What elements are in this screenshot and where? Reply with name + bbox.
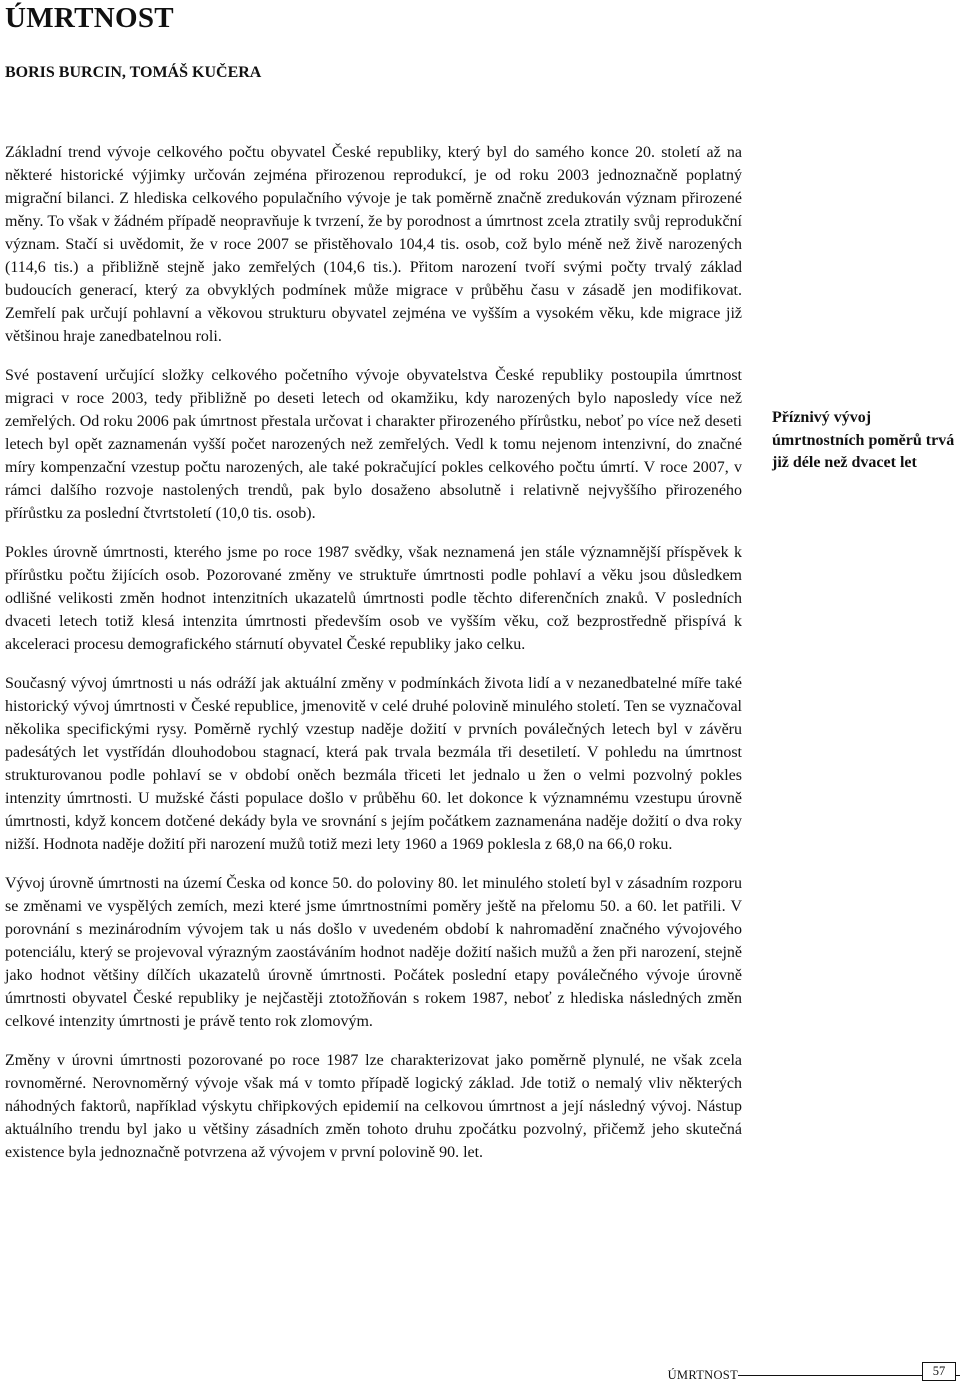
paragraph: Své postavení určující složky celkového početního vývoje obyvatelstva České republiky postoupila úmrtnost migraci v roce 2003, tedy přibližně po deseti letech od okamžiku, kdy narozených bylo naposledy více než zemřelých. Od roku 2006 pak úmrtnost přestala určovat i charakter přirozeného přírůstku, neboť po více než deseti letech byl opět zaznamenán vyšší počet narozených než zemřelých. Vedl k tomu nejenom intenzivní, do značné míry kompenzační vzestup počtu narozených, ale také pokračující pokles celkového počtu úmrtí. V roce 2007, v rámci dalšího rozvoje nastolených trendů, pak bylo dosaženo absolutně i relativně nejvyššího přirozeného přírůstku za poslední čtvrtstoletí (10,0 tis. osob). <box>5 367 742 522</box>
authors: BORIS BURCIN, TOMÁŠ KUČERA <box>5 64 262 81</box>
paragraph: Současný vývoj úmrtnosti u nás odráží jak aktuální změny v podmínkách života lidí a v nezanedbatelné míře také historický vývoj úmrtnosti v České republice, jmenovitě v celé druhé polovině minulého století. Ten se vyznačoval několika specifickými rysy. Poměrně rychlý vzestup naděje dožití v prvních poválečných letech byl v závěru padesátých let vystřídán dlouhodobou stagnací, která pak trvala bezmála tři desetiletí. V pohledu na úmrtnost strukturovanou podle pohlaví se v období oněch bezmála třiceti let jednalo u žen o velmi pozvolný pokles intenzity úmrtnosti. U mužské části populace došlo v průběhu 60. let dokonce k významnému vzestupu úrovně úmrtnosti, když koncem dotčené dekády byla ve srovnání s jejím počátkem zaznamenána naděje dožití o dva roky nižší. Hodnota naděje dožití při narození mužů totiž mezi lety 1960 a 1969 poklesla z 68,0 na 66,0 roku. <box>5 675 742 853</box>
footer-section-label: ÚMRTNOST <box>667 1368 738 1382</box>
paragraph: Vývoj úrovně úmrtnosti na území Česka od konce 50. do poloviny 80. let minulého století byl v zásadním rozporu se změnami ve vyspělých zemích, mezi které jsme úmrtnostními poměry ještě na přelomu 50. a 60. let patřili. V porovnání s mezinárodním vývojem tak u nás došlo v uvedeném období k nahromadění značného vývojového potenciálu, který se projevoval výrazným zaostáváním hodnot naděje dožití našich mužů a žen při narození, stejně jako hodnot většiny dílčích ukazatelů úrovně úmrtnosti. Počátek poslední etapy poválečného vývoje úrovně úmrtnosti obyvatel České republiky je nejčastěji ztotožňován s rokem 1987, neboť z hlediska následných změn celkové intenzity úmrtnosti je právě tento rok zlomovým. <box>5 875 742 1030</box>
page-number: 57 <box>922 1362 956 1381</box>
page-footer <box>0 1362 960 1387</box>
page-title: ÚMRTNOST <box>5 2 174 34</box>
paragraph: Pokles úrovně úmrtnosti, kterého jsme po roce 1987 svědky, však neznamená jen stále významnější příspěvek k přírůstku počtu žijících osob. Pozorované změny ve struktuře úmrtnosti podle pohlaví a věku jsou důsledkem odlišné velikosti změn hodnot intenzitních ukazatelů úmrtnosti podle těchto diferenčních znaků. V posledních dvaceti letech totiž klesá intenzita úmrtnosti především osob ve vyšším věku, což bezprostředně přispívá k akceleraci procesu demografického stárnutí obyvatel České republiky jako celku. <box>5 544 742 653</box>
margin-note: Příznivý vývoj úmrtnostních poměrů trvá již déle než dvacet let <box>772 409 955 471</box>
article-body <box>5 141 742 1180</box>
paragraph: Změny v úrovni úmrtnosti pozorované po roce 1987 lze charakterizovat jako poměrně plynulé, ne však zcela rovnoměrné. Nerovnoměrný vývoje však má v tomto případě logický základ. Jde totiž o nemalý vliv některých náhodných faktorů, například výskytu chřipkových epidemií na celkovou úmrtnost a její následný vývoj. Nástup aktuálního trendu byl jako u většiny zásadních změn tohoto druhu zpočátku pozvolný, přičemž jeho skutečná existence byla jednoznačně potvrzena až vývojem v první polovině 90. let. <box>5 1052 742 1161</box>
paragraph: Základní trend vývoje celkového počtu obyvatel České republiky, který byl do samého konce 20. století až na některé historické výjimky určován zejména přirozenou reprodukcí, je od roku 2003 jednoznačně poplatný migrační bilanci. Z hlediska celkového populačního vývoje je tak poměrně značně zredukován význam přirozené měny. To však v žádném případě neopravňuje k tvrzení, že by porodnost a úmrtnost zcela ztratily svůj reprodukční význam. Stačí si uvědomit, že v roce 2007 se přistěhovalo 104,4 tis. osob, což bylo méně než živě narozených (114,6 tis.) a přibližně stejně jako zemřelých (104,6 tis.). Přitom narození tvoří svými počty trvalý základ budoucích generací, který za obvyklých podmínek může migrace v průběhu času v zásadě jen modifikovat. Zemřelí pak určují pohlavní a věkovou strukturu obyvatel zejména ve vyšším a vysokém věku, kde migrace již většinou hraje zanedbatelnou roli. <box>5 144 742 345</box>
